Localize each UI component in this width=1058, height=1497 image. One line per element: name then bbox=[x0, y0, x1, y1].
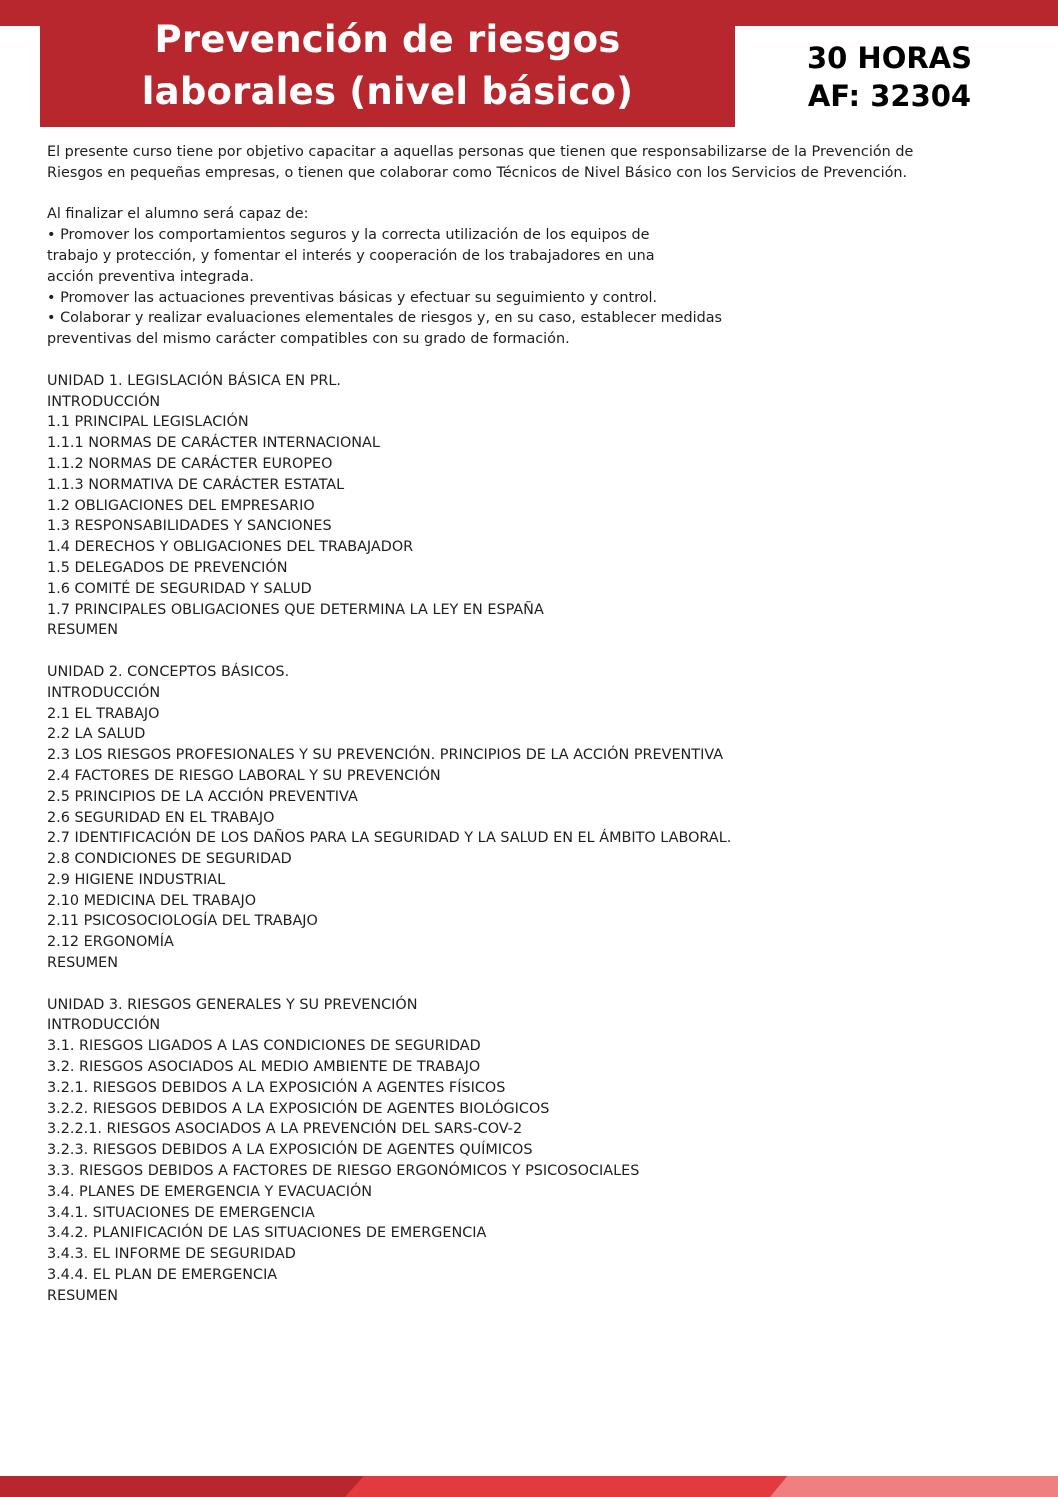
list-item: 1.7 PRINCIPALES OBLIGACIONES QUE DETERMINA LA LEY EN ESPAÑA bbox=[47, 601, 544, 618]
list-item: 2.7 IDENTIFICACIÓN DE LOS DAÑOS PARA LA SEGURIDAD Y LA SALUD EN EL ÁMBITO LABORAL. bbox=[47, 830, 732, 847]
unit-title: UNIDAD 1. LEGISLACIÓN BÁSICA EN PRL. bbox=[47, 372, 341, 389]
list-item: 3.2. RIESGOS ASOCIADOS AL MEDIO AMBIENTE DE TRABAJO bbox=[47, 1059, 481, 1076]
list-item: 2.9 HIGIENE INDUSTRIAL bbox=[47, 871, 226, 888]
list-item: INTRODUCCIÓN bbox=[47, 684, 161, 701]
list-item: 3.1. RIESGOS LIGADOS A LAS CONDICIONES DE SEGURIDAD bbox=[47, 1038, 481, 1055]
objective-line: • Promover los comportamientos seguros y la correcta utilización de los equipos de bbox=[47, 227, 650, 244]
list-item: 3.4.3. EL INFORME DE SEGURIDAD bbox=[47, 1246, 296, 1263]
list-item: 2.5 PRINCIPIOS DE LA ACCIÓN PREVENTIVA bbox=[47, 788, 358, 805]
list-item: 2.10 MEDICINA DEL TRABAJO bbox=[47, 892, 257, 909]
footer-band-mid bbox=[345, 1476, 815, 1497]
list-item: 2.6 SEGURIDAD EN EL TRABAJO bbox=[47, 809, 275, 826]
unit-topics bbox=[47, 683, 1007, 974]
list-item: 1.4 DERECHOS Y OBLIGACIONES DEL TRABAJADOR bbox=[47, 539, 414, 556]
list-item: 1.5 DELEGADOS DE PREVENCIÓN bbox=[47, 559, 288, 576]
list-item: 2.12 ERGONOMÍA bbox=[47, 934, 174, 951]
list-item: 2.11 PSICOSOCIOLOGÍA DEL TRABAJO bbox=[47, 913, 318, 930]
course-info-box bbox=[735, 26, 1058, 127]
title-line-2: laborales (nivel básico) bbox=[141, 69, 634, 113]
list-item: 3.2.3. RIESGOS DEBIDOS A LA EXPOSICIÓN DE AGENTES QUÍMICOS bbox=[47, 1142, 533, 1159]
objectives-section bbox=[47, 204, 1007, 350]
unit-topics bbox=[47, 392, 1007, 642]
list-item: 2.2 LA SALUD bbox=[47, 726, 146, 743]
intro-line: El presente curso tiene por objetivo capacitar a aquellas personas que tienen que responsabilizarse de la Prevención de bbox=[47, 144, 914, 160]
list-item: 3.2.2. RIESGOS DEBIDOS A LA EXPOSICIÓN DE AGENTES BIOLÓGICOS bbox=[47, 1100, 550, 1117]
unit-topics bbox=[47, 1015, 1007, 1306]
objective-line: • Colaborar y realizar evaluaciones elementales de riesgos y, en su caso, establecer medidas bbox=[47, 310, 723, 327]
objective-line: • Promover las actuaciones preventivas básicas y efectuar su seguimiento y control. bbox=[47, 289, 658, 306]
list-item: RESUMEN bbox=[47, 955, 119, 972]
list-item: RESUMEN bbox=[47, 622, 119, 639]
footer-band-dark bbox=[0, 1476, 380, 1497]
unit-title: UNIDAD 2. CONCEPTOS BÁSICOS. bbox=[47, 663, 290, 680]
list-item: RESUMEN bbox=[47, 1287, 119, 1304]
footer-decoration bbox=[0, 1476, 1058, 1497]
list-item: INTRODUCCIÓN bbox=[47, 1017, 161, 1034]
objective-line: preventivas del mismo carácter compatibles con su grado de formación. bbox=[47, 331, 570, 348]
intro-line: Riesgos en pequeñas empresas, o tienen que colaborar como Técnicos de Nivel Básico con los Servicios de Prevención. bbox=[47, 164, 908, 181]
list-item: 1.3 RESPONSABILIDADES Y SANCIONES bbox=[47, 518, 332, 535]
list-item: INTRODUCCIÓN bbox=[47, 393, 161, 410]
spacer bbox=[47, 974, 1007, 995]
list-item: 3.4.1. SITUACIONES DE EMERGENCIA bbox=[47, 1204, 315, 1221]
unit-2 bbox=[47, 662, 1007, 974]
unit-1 bbox=[47, 371, 1007, 641]
unit-title: UNIDAD 3. RIESGOS GENERALES Y SU PREVENCIÓN bbox=[47, 996, 418, 1013]
list-item: 1.1 PRINCIPAL LEGISLACIÓN bbox=[47, 414, 249, 431]
list-item: 3.4.2. PLANIFICACIÓN DE LAS SITUACIONES DE EMERGENCIA bbox=[47, 1225, 487, 1242]
course-af-code: AF: 32304 bbox=[807, 78, 972, 113]
objective-line: acción preventiva integrada. bbox=[47, 268, 254, 285]
list-item: 1.2 OBLIGACIONES DEL EMPRESARIO bbox=[47, 497, 315, 514]
footer-band-light bbox=[770, 1476, 1058, 1497]
course-content bbox=[47, 142, 1007, 1307]
intro-section bbox=[47, 142, 1007, 184]
spacer bbox=[47, 184, 1007, 205]
unit-3 bbox=[47, 995, 1007, 1307]
objective-line: trabajo y protección, y fomentar el interés y cooperación de los trabajadores en una bbox=[47, 247, 655, 264]
list-item: 2.1 EL TRABAJO bbox=[47, 705, 160, 722]
title-line-1: Prevención de riesgos bbox=[154, 17, 621, 61]
objectives-heading: Al finalizar el alumno será capaz de: bbox=[47, 206, 309, 223]
list-item: 1.1.3 NORMATIVA DE CARÁCTER ESTATAL bbox=[47, 476, 345, 493]
title-banner bbox=[40, 0, 735, 127]
list-item: 1.1.2 NORMAS DE CARÁCTER EUROPEO bbox=[47, 455, 333, 472]
list-item: 2.3 LOS RIESGOS PROFESIONALES Y SU PREVENCIÓN. PRINCIPIOS DE LA ACCIÓN PREVENTIVA bbox=[47, 747, 724, 764]
list-item: 1.6 COMITÉ DE SEGURIDAD Y SALUD bbox=[47, 580, 312, 597]
course-hours: 30 HORAS bbox=[806, 40, 973, 75]
list-item: 3.3. RIESGOS DEBIDOS A FACTORES DE RIESGO ERGONÓMICOS Y PSICOSOCIALES bbox=[47, 1163, 640, 1180]
list-item: 3.2.2.1. RIESGOS ASOCIADOS A LA PREVENCIÓN DEL SARS-COV-2 bbox=[47, 1121, 523, 1138]
page-title bbox=[142, 10, 633, 118]
list-item: 1.1.1 NORMAS DE CARÁCTER INTERNACIONAL bbox=[47, 435, 380, 452]
list-item: 3.4.4. EL PLAN DE EMERGENCIA bbox=[47, 1267, 278, 1284]
spacer bbox=[47, 641, 1007, 662]
spacer bbox=[47, 350, 1007, 371]
list-item: 3.4. PLANES DE EMERGENCIA Y EVACUACIÓN bbox=[47, 1183, 373, 1200]
list-item: 2.4 FACTORES DE RIESGO LABORAL Y SU PREVENCIÓN bbox=[47, 767, 441, 784]
list-item: 2.8 CONDICIONES DE SEGURIDAD bbox=[47, 851, 292, 868]
list-item: 3.2.1. RIESGOS DEBIDOS A LA EXPOSICIÓN A AGENTES FÍSICOS bbox=[47, 1079, 506, 1096]
